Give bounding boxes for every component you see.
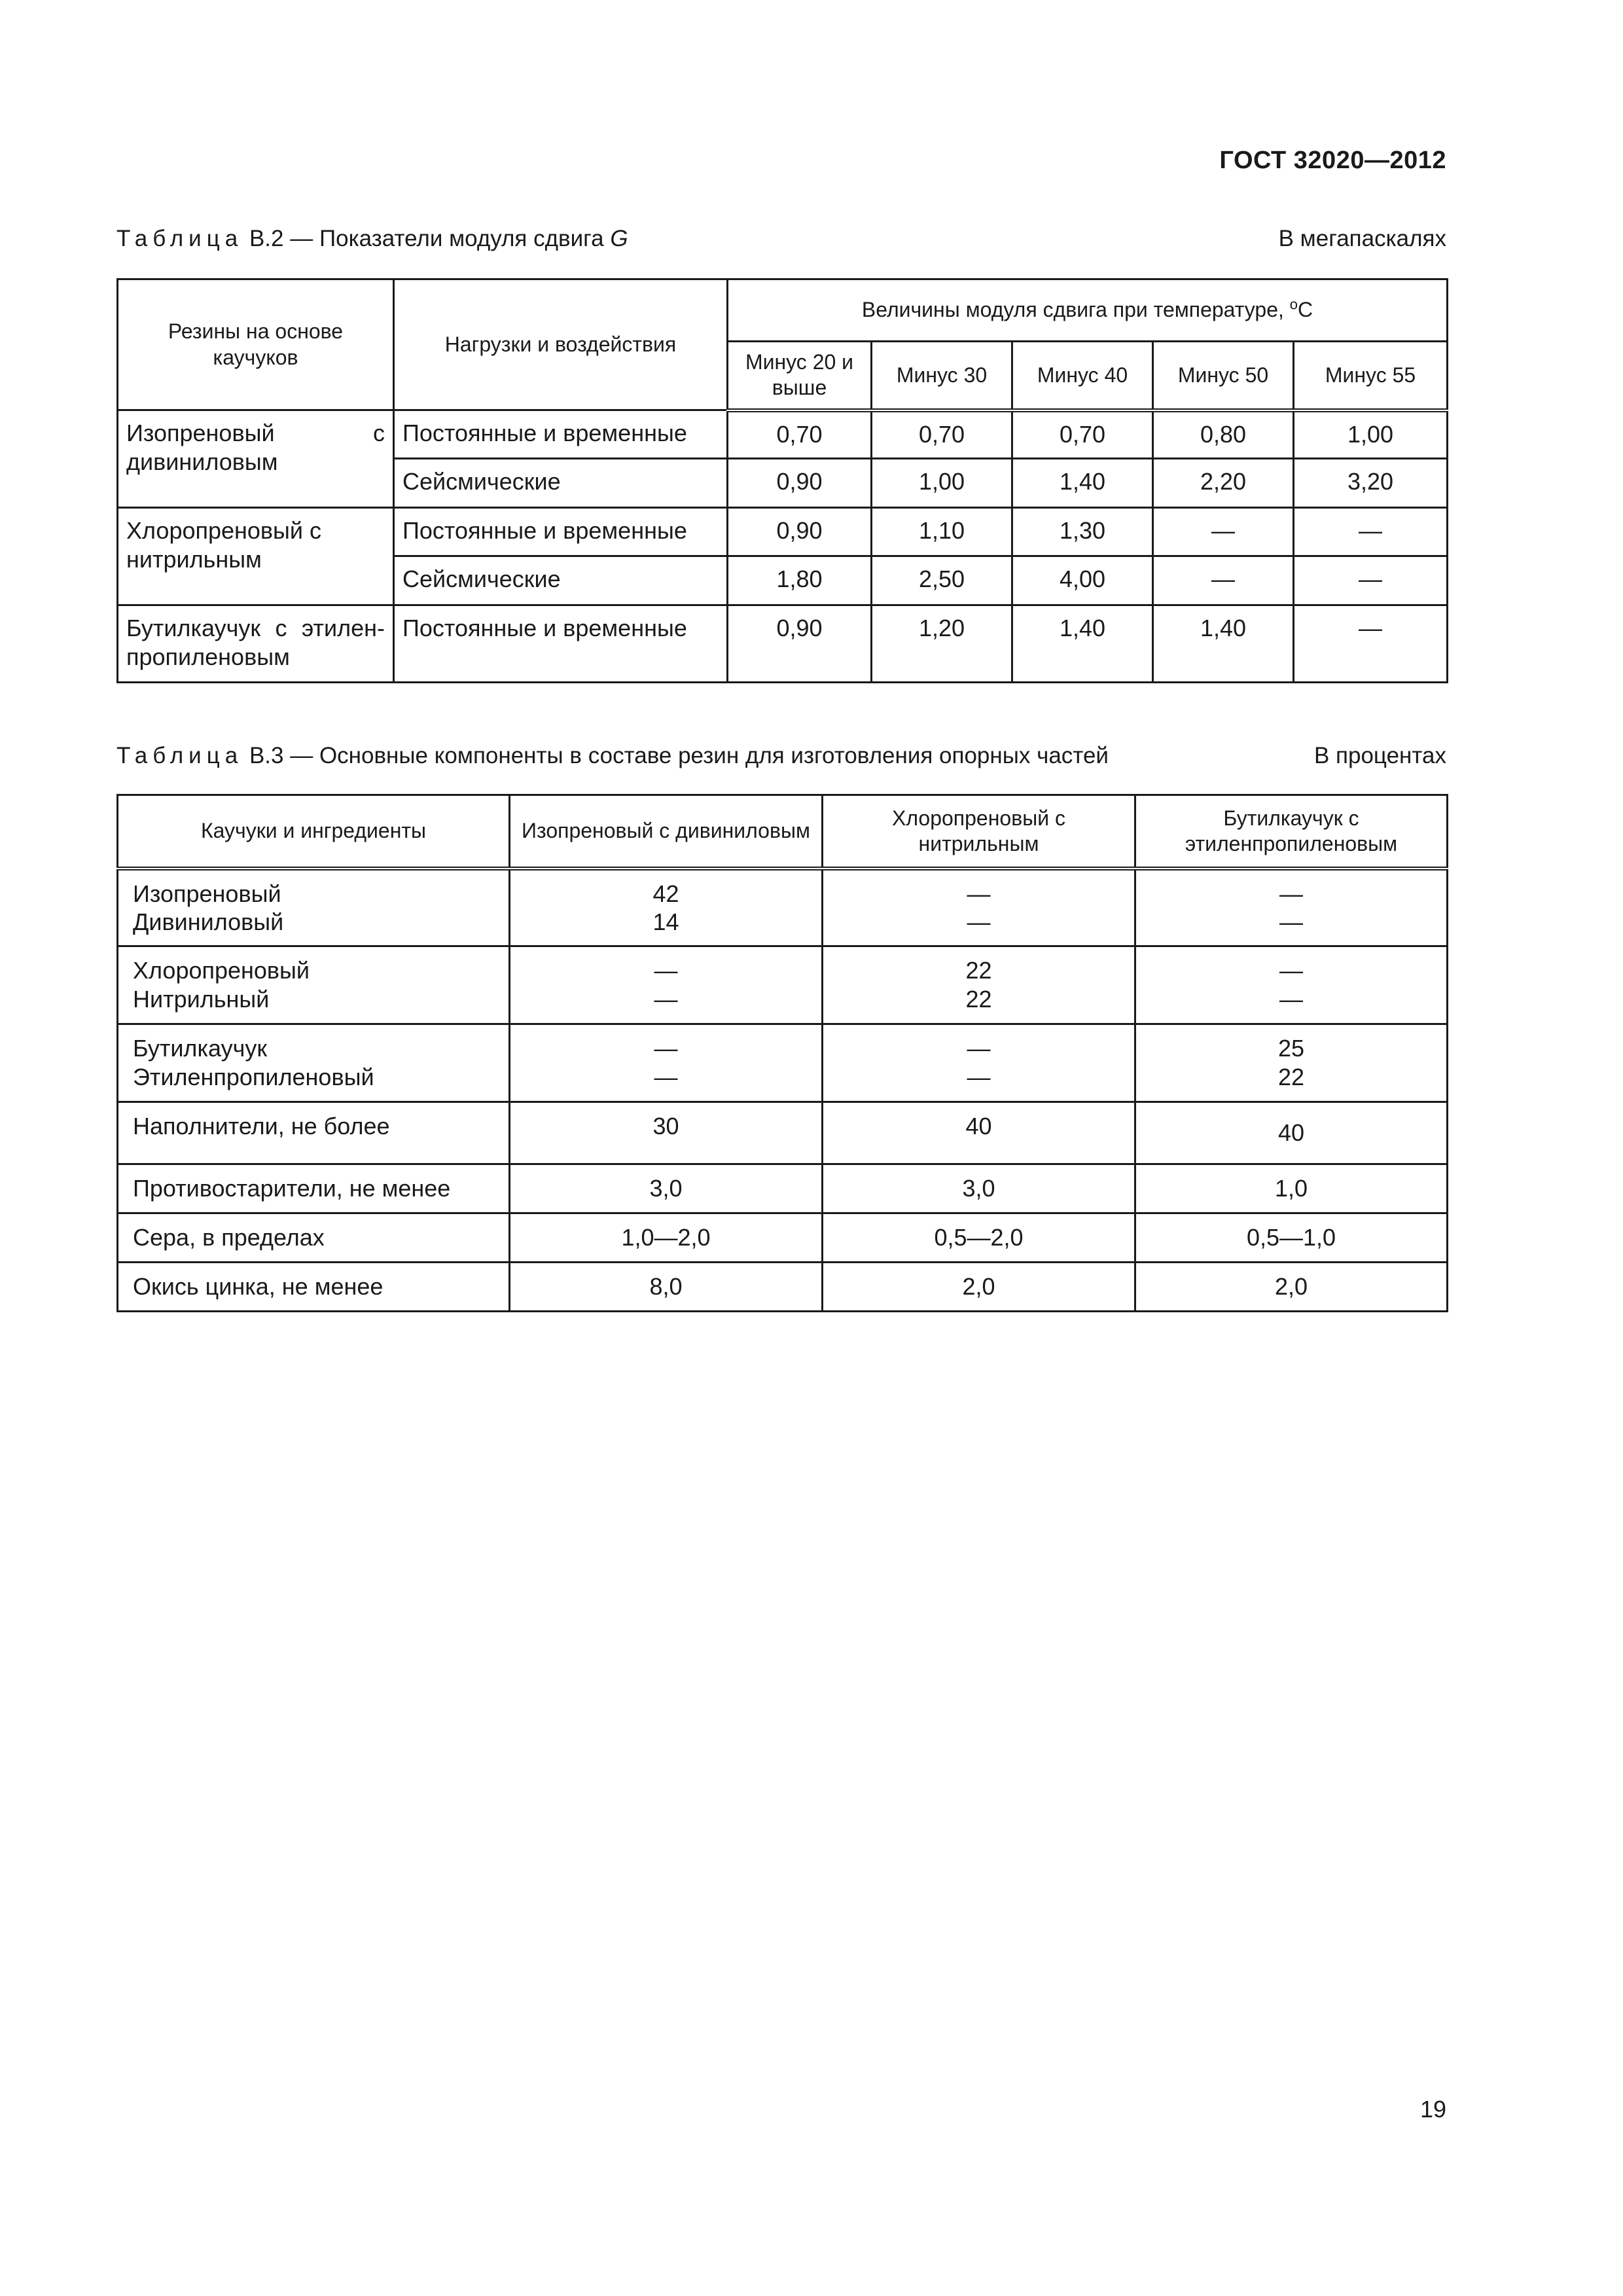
degree-sign: o xyxy=(1289,296,1298,313)
value-cell: — xyxy=(1153,556,1294,605)
table-row xyxy=(118,1102,1448,1164)
value-cell: 0,70 xyxy=(872,410,1012,459)
header-rubber: Резины на основе каучуков xyxy=(118,279,394,410)
value-cell: 1,00 xyxy=(1294,410,1448,459)
header-temp-minus50: Минус 50 xyxy=(1153,342,1294,410)
value-cell: 2,0 xyxy=(1135,1263,1448,1312)
value-cell: — — xyxy=(510,1024,823,1102)
value-cell: 1,30 xyxy=(1012,508,1153,556)
value-cell: 1,80 xyxy=(728,556,872,605)
value-cell: — — xyxy=(1135,869,1448,946)
value-cell: 0,80 xyxy=(1153,410,1294,459)
value-cell: — xyxy=(1153,508,1294,556)
header-temp-minus20: Минус 20 и выше xyxy=(728,342,872,410)
ingredient-name: Сера, в пределах xyxy=(118,1213,510,1263)
value-cell: 1,0—2,0 xyxy=(510,1213,823,1263)
table-b2-title: Таблица В.2 — Показатели модуля сдвига G xyxy=(116,226,628,251)
header-butyl-ethylenepropylene: Бутилкаучук с этиленпропиленовым xyxy=(1135,795,1448,869)
value-cell: 4,00 xyxy=(1012,556,1153,605)
value-cell: 22 22 xyxy=(823,946,1135,1024)
value-cell: 2,20 xyxy=(1153,459,1294,508)
ingredient-name: Изопреновый Дивиниловый xyxy=(118,869,510,946)
rubber-name: Изопреновый с дивиниловым xyxy=(118,410,394,508)
header-temp-minus40: Минус 40 xyxy=(1012,342,1153,410)
value-cell: 0,70 xyxy=(1012,410,1153,459)
load-type: Сейсмические xyxy=(394,459,728,508)
table-b3-caption xyxy=(116,743,1446,769)
value-cell: 0,90 xyxy=(728,605,872,683)
load-type: Сейсмические xyxy=(394,556,728,605)
value-cell: 25 22 xyxy=(1135,1024,1448,1102)
rubber-name: Хлоропреновый с нитрильным xyxy=(118,508,394,605)
table-row xyxy=(118,946,1448,1024)
value-cell: 1,20 xyxy=(872,605,1012,683)
header-ingredients: Каучуки и ингредиенты xyxy=(118,795,510,869)
value-cell: 1,40 xyxy=(1012,459,1153,508)
load-type: Постоянные и временные xyxy=(394,508,728,556)
value-cell: 8,0 xyxy=(510,1263,823,1312)
value-cell: — xyxy=(1294,556,1448,605)
value-cell: 40 xyxy=(823,1102,1135,1164)
header-loads: Нагрузки и воздействия xyxy=(394,279,728,410)
table-row xyxy=(118,1024,1448,1102)
table-b3-units: В процентах xyxy=(1313,743,1446,768)
modulus-symbol: G xyxy=(610,226,628,251)
value-cell: 0,5—1,0 xyxy=(1135,1213,1448,1263)
ingredient-name: Окись цинка, не менее xyxy=(118,1263,510,1312)
value-cell: — — xyxy=(823,1024,1135,1102)
ingredient-name: Наполнители, не более xyxy=(118,1102,510,1164)
rubber-name: Бутилкаучук с этилен-пропиленовым xyxy=(118,605,394,683)
table-b3-title: Таблица В.3 — Основные компоненты в составе резин для изготовления опорных частей xyxy=(116,743,1109,768)
table-row xyxy=(118,1164,1448,1213)
standard-code: ГОСТ 32020—2012 xyxy=(1219,147,1446,174)
value-cell: — — xyxy=(1135,946,1448,1024)
value-cell: — — xyxy=(510,946,823,1024)
value-cell: 1,10 xyxy=(872,508,1012,556)
value-cell: 42 14 xyxy=(510,869,823,946)
value-cell: — xyxy=(1294,605,1448,683)
value-cell: 30 xyxy=(510,1102,823,1164)
table-b2-units: В мегапаскалях xyxy=(1278,226,1446,251)
table-row xyxy=(118,605,1448,683)
value-cell: 1,0 xyxy=(1135,1164,1448,1213)
table-row xyxy=(118,1263,1448,1312)
value-cell: 3,0 xyxy=(510,1164,823,1213)
table-row xyxy=(118,869,1448,946)
value-cell: — xyxy=(1294,508,1448,556)
value-cell: 2,50 xyxy=(872,556,1012,605)
header-temp-minus55: Минус 55 xyxy=(1294,342,1448,410)
value-cell: 1,00 xyxy=(872,459,1012,508)
table-b3 xyxy=(116,794,1448,1312)
header-temp-minus30: Минус 30 xyxy=(872,342,1012,410)
ingredient-name: Хлоропреновый Нитрильный xyxy=(118,946,510,1024)
page-number: 19 xyxy=(1419,2096,1446,2123)
table-row xyxy=(118,508,1448,556)
value-cell: 0,90 xyxy=(728,508,872,556)
value-cell: 3,0 xyxy=(823,1164,1135,1213)
value-cell: 2,0 xyxy=(823,1263,1135,1312)
ingredient-name: Противостарители, не менее xyxy=(118,1164,510,1213)
ingredient-name: Бутилкаучук Этиленпропиленовый xyxy=(118,1024,510,1102)
value-cell: 1,40 xyxy=(1012,605,1153,683)
header-temperature-group: Величины модуля сдвига при температуре, $^o$C xyxy=(728,279,1448,342)
value-cell: 3,20 xyxy=(1294,459,1448,508)
value-cell: 40 xyxy=(1135,1102,1448,1164)
value-cell: 0,90 xyxy=(728,459,872,508)
value-cell: 0,70 xyxy=(728,410,872,459)
load-type: Постоянные и временные xyxy=(394,605,728,683)
value-cell: 1,40 xyxy=(1153,605,1294,683)
load-type: Постоянные и временные xyxy=(394,410,728,459)
table-b2 xyxy=(116,278,1448,683)
table-row xyxy=(118,410,1448,459)
value-cell: — — xyxy=(823,869,1135,946)
value-cell: 0,5—2,0 xyxy=(823,1213,1135,1263)
table-b2-caption xyxy=(116,226,1446,252)
table-row xyxy=(118,1213,1448,1263)
table-label: Таблица xyxy=(116,743,243,768)
header-chloroprene-nitrile: Хлоропреновый с нитрильным xyxy=(823,795,1135,869)
table-label: Таблица xyxy=(116,226,243,251)
header-isoprene-divinyl: Изопреновый с дивиниловым xyxy=(510,795,823,869)
